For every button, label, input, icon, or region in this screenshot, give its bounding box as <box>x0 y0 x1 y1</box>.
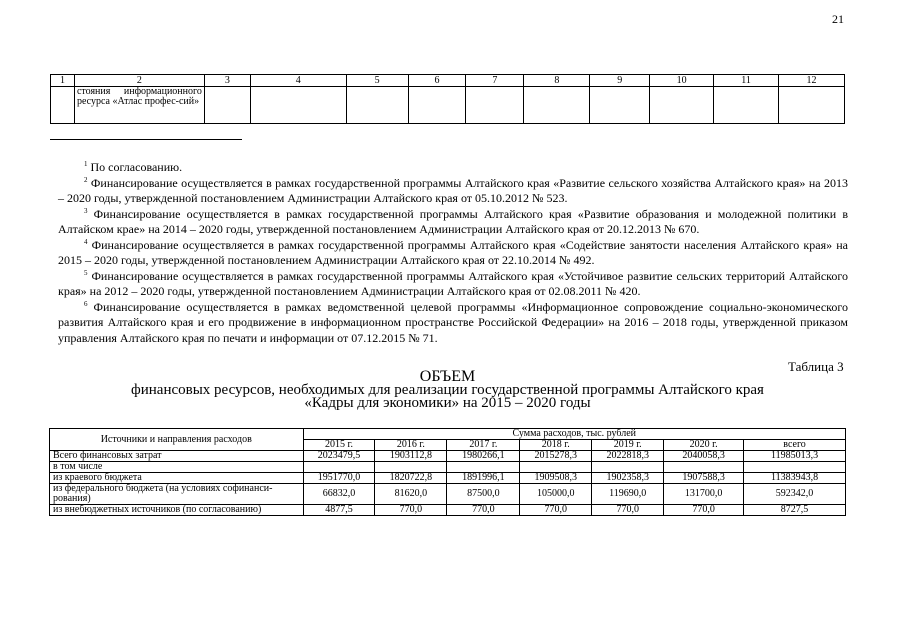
column-number: 7 <box>466 75 524 87</box>
total-cell: 11985013,3 <box>744 451 846 462</box>
year-header: 2015 г. <box>303 440 375 451</box>
footnote <box>58 300 848 347</box>
continued-program-table <box>50 74 845 124</box>
column-number: 2 <box>74 75 204 87</box>
value-cell <box>303 462 375 473</box>
footnote <box>58 269 848 300</box>
footnote-text: Финансирование осуществляется в рамках государственной программы Алтайского края «Содействие занятости населения Алтайского края» на 2015 – 2020 годы, утвержденной постановлением Администрации Алтайского края от 22.10.2014 № 492. <box>58 237 848 267</box>
column-number: 3 <box>204 75 250 87</box>
footnote <box>58 207 848 238</box>
total-cell: 8727,5 <box>744 505 846 516</box>
total-cell <box>744 462 846 473</box>
table-title <box>50 370 845 411</box>
value-cell: 1951770,0 <box>303 473 375 484</box>
footnote-text: По согласованию. <box>90 160 183 174</box>
table-cell <box>346 87 408 124</box>
continuation-cell <box>74 87 204 124</box>
value-cell: 2040058,3 <box>664 451 744 462</box>
column-number: 9 <box>590 75 650 87</box>
table-label: Таблица 3 <box>788 359 844 374</box>
footnote-mark: 2 <box>84 175 88 184</box>
value-cell <box>375 462 447 473</box>
total-header: всего <box>744 440 846 451</box>
row-label: в том числе <box>50 462 304 473</box>
row-label: Всего финансовых затрат <box>50 451 304 462</box>
footnotes <box>58 160 848 346</box>
value-cell: 1820722,8 <box>375 473 447 484</box>
footnote-text: Финансирование осуществляется в рамках государственной программы Алтайского края «Развитие сельского хозяйства Алтайского края» на 2013 – 2020 годы, утвержденной постановлением Администрации Алтайского края от 05.10.2012 № 523. <box>58 175 848 205</box>
page-number: 21 <box>832 12 844 26</box>
value-cell: 2022818,3 <box>592 451 664 462</box>
table-row <box>50 462 846 473</box>
footnote <box>58 160 848 176</box>
value-cell: 2023479,5 <box>303 451 375 462</box>
table-cell <box>590 87 650 124</box>
table-cell <box>650 87 714 124</box>
total-cell: 592342,0 <box>744 484 846 505</box>
footnote <box>58 238 848 269</box>
value-cell: 1902358,3 <box>592 473 664 484</box>
table-row <box>50 505 846 516</box>
value-cell <box>592 462 664 473</box>
column-number: 12 <box>778 75 844 87</box>
table-cell <box>466 87 524 124</box>
table-cell <box>524 87 590 124</box>
value-cell <box>447 462 520 473</box>
footnote <box>58 176 848 207</box>
row-label: из краевого бюджета <box>50 473 304 484</box>
continuation-text: стояния информационного ресурса «Атлас профес-сий» <box>76 86 202 107</box>
year-header: 2016 г. <box>375 440 447 451</box>
total-cell: 11383943,8 <box>744 473 846 484</box>
value-cell: 119690,0 <box>592 484 664 505</box>
column-number: 5 <box>346 75 408 87</box>
value-cell: 131700,0 <box>664 484 744 505</box>
table-cell <box>778 87 844 124</box>
value-cell: 1980266,1 <box>447 451 520 462</box>
title-main: ОБЪЕМ <box>419 368 476 385</box>
column-number: 1 <box>51 75 75 87</box>
footnote-text: Финансирование осуществляется в рамках государственной программы Алтайского края «Устойчивое развитие сельских территорий Алтайского края» на 2012 – 2020 годы, утвержденной постановлением Администрации Алтайского края от 02.08.2011 № 420. <box>58 268 849 298</box>
year-header: 2020 г. <box>664 440 744 451</box>
table-cell <box>714 87 779 124</box>
column-number: 10 <box>650 75 714 87</box>
footnote-mark: 4 <box>84 237 88 246</box>
value-cell <box>520 462 592 473</box>
table-cell <box>250 87 346 124</box>
value-cell: 770,0 <box>592 505 664 516</box>
value-cell <box>664 462 744 473</box>
value-cell: 66832,0 <box>303 484 375 505</box>
table-row <box>50 484 846 505</box>
year-header: 2019 г. <box>592 440 664 451</box>
table-row <box>50 451 846 462</box>
footnote-mark: 1 <box>84 160 88 168</box>
year-header: 2017 г. <box>447 440 520 451</box>
value-cell: 2015278,3 <box>520 451 592 462</box>
value-cell: 81620,0 <box>375 484 447 505</box>
table-header-row <box>50 429 846 440</box>
table-cell <box>51 87 75 124</box>
title-line: «Кадры для экономики» на 2015 – 2020 годы <box>304 395 591 411</box>
sum-header: Сумма расходов, тыс. рублей <box>303 429 846 440</box>
row-label: из внебюджетных источников (по согласованию) <box>50 505 304 516</box>
footnote-mark: 6 <box>84 299 88 308</box>
column-number: 11 <box>714 75 779 87</box>
source-header: Источники и направления расходов <box>50 429 304 451</box>
value-cell: 87500,0 <box>447 484 520 505</box>
value-cell: 1909508,3 <box>520 473 592 484</box>
footnote-mark: 3 <box>84 206 88 215</box>
column-number: 6 <box>408 75 466 87</box>
value-cell: 770,0 <box>664 505 744 516</box>
footnote-mark: 5 <box>84 268 88 277</box>
table-row <box>50 473 846 484</box>
table-cell <box>204 87 250 124</box>
footnote-divider <box>50 139 242 140</box>
column-number: 4 <box>250 75 346 87</box>
column-number: 8 <box>524 75 590 87</box>
value-cell: 770,0 <box>447 505 520 516</box>
table-cell <box>408 87 466 124</box>
value-cell: 105000,0 <box>520 484 592 505</box>
footnote-text: Финансирование осуществляется в рамках ведомственной целевой программы «Информационное сопровождение социально-экономического развития Алтайского края и его продвижение в информационном пространстве Российской Федерации» на 2016 – 2018 годы, утвержденной приказом управления Алтайского края по печати и информации от 07.12.2015 № 71. <box>58 299 848 345</box>
value-cell: 1891996,1 <box>447 473 520 484</box>
row-label: из федерального бюджета (на условиях софинанси-рования) <box>50 484 304 505</box>
footnote-text: Финансирование осуществляется в рамках государственной программы Алтайского края «Развитие образования и молодежной политики в Алтайском крае» на 2014 – 2020 годы, утвержденной постановлением Администрации Алтайского края от 20.12.2013 № 670. <box>58 206 849 236</box>
value-cell: 770,0 <box>520 505 592 516</box>
continuation-row <box>51 87 845 124</box>
column-number-row <box>51 75 845 87</box>
value-cell: 770,0 <box>375 505 447 516</box>
value-cell: 1907588,3 <box>664 473 744 484</box>
value-cell: 4877,5 <box>303 505 375 516</box>
title-line: финансовых ресурсов, необходимых для реализации государственной программы Алтайского края <box>131 381 764 398</box>
year-header: 2018 г. <box>520 440 592 451</box>
value-cell: 1903112,8 <box>375 451 447 462</box>
financing-table <box>49 428 846 516</box>
